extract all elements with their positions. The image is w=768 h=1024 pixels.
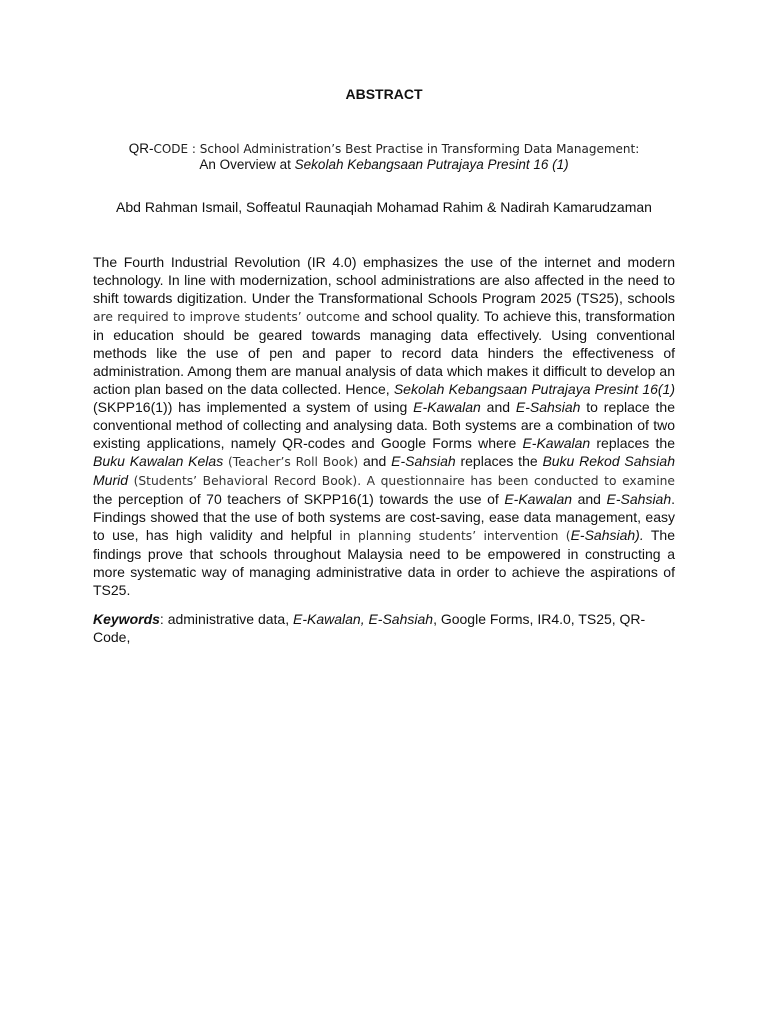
- body-italic: Buku Rekod Sahsiah Murid: [93, 453, 675, 488]
- body-text: in planning students’ intervention (: [339, 529, 571, 543]
- body-text: and school quality. To achieve this, transformation in education should be geared towards managing data effectively. Using conventional methods like the use of pen and paper to record data hinders the effectiveness of administration. Among them are manual analysis of data which makes it difficult to develop an action plan based on the data collected. Hence,: [93, 308, 675, 397]
- body-italic: E-Kawalan: [413, 399, 481, 415]
- keywords-text: : administrative data,: [159, 611, 293, 627]
- body-text: to replace the conventional method of collecting and analysing data. Both systems are a combination of two existing applications, namely QR-codes and Google Forms where: [93, 399, 675, 451]
- title-line2-plain: An Overview at: [199, 157, 295, 172]
- body-text: and: [358, 453, 392, 469]
- body-text: The Fourth Industrial Revolution (IR 4.0) emphasizes the use of the internet and modern technology. In line with modernization, school administrations are also affected in the need to shift towards digitization. Under the Transformational Schools Program 2025 (TS25), schools: [93, 254, 675, 306]
- body-text: (SKPP16(1)) has implemented a system of using: [93, 399, 414, 415]
- body-italic: E-Kawalan: [504, 491, 573, 507]
- body-text: replaces the: [455, 453, 543, 469]
- keywords-italic: E-Kawalan, E-Sahsiah: [292, 611, 434, 627]
- school-name: Sekolah Kebangsaan Putrajaya Presint 16 (1): [294, 157, 569, 172]
- body-italic: E-Sahsiah: [391, 453, 456, 469]
- body-italic: E-Sahsiah: [515, 399, 581, 415]
- abstract-body: [93, 253, 675, 599]
- body-text: (Students’ Behavioral Record Book). A questionnaire has been conducted to examine: [128, 474, 675, 488]
- abstract-paragraph: [93, 253, 675, 599]
- paper-title: [0, 141, 768, 173]
- author-list: Abd Rahman Ismail, Soffeatul Raunaqiah Mohamad Rahim & Nadirah Kamarudzaman: [116, 199, 652, 215]
- body-text: The findings prove that schools throughout Malaysia need to be empowered in constructing a more systematic way of managing administrative data in order to achieve the aspirations of TS25.: [93, 527, 676, 598]
- title-line-2: [0, 157, 768, 173]
- keywords-label: Keywords: [93, 611, 160, 627]
- body-text: and: [572, 491, 607, 507]
- body-text: . Findings showed that the use of both systems are cost-saving, ease data management, easy to use, has high validity and helpful: [93, 491, 676, 543]
- body-text: replaces the: [590, 435, 675, 451]
- keywords-section: [93, 610, 675, 646]
- title-main: CODE : School Administration’s Best Practise in Transforming Data Management:: [153, 142, 640, 156]
- body-text: the perception of 70 teachers of SKPP16(1) towards the use of: [93, 491, 505, 507]
- body-italic: E-Sahsiah).: [570, 527, 644, 543]
- body-text: (Teacher’s Roll Book): [223, 455, 359, 469]
- body-text: and: [480, 399, 516, 415]
- abstract-heading: ABSTRACT: [345, 86, 423, 102]
- title-line-1: [0, 141, 768, 157]
- title-prefix: QR-: [128, 141, 154, 156]
- body-italic: E-Kawalan: [522, 435, 591, 451]
- body-text: are required to improve students’ outcome: [93, 310, 360, 324]
- body-italic: E-Sahsiah: [606, 491, 672, 507]
- body-italic: Buku Kawalan Kelas: [93, 453, 224, 469]
- body-italic: Sekolah Kebangsaan Putrajaya Presint 16(1): [393, 381, 676, 397]
- keywords-text: , Google Forms, IR4.0, TS25, QR-Code,: [93, 611, 646, 645]
